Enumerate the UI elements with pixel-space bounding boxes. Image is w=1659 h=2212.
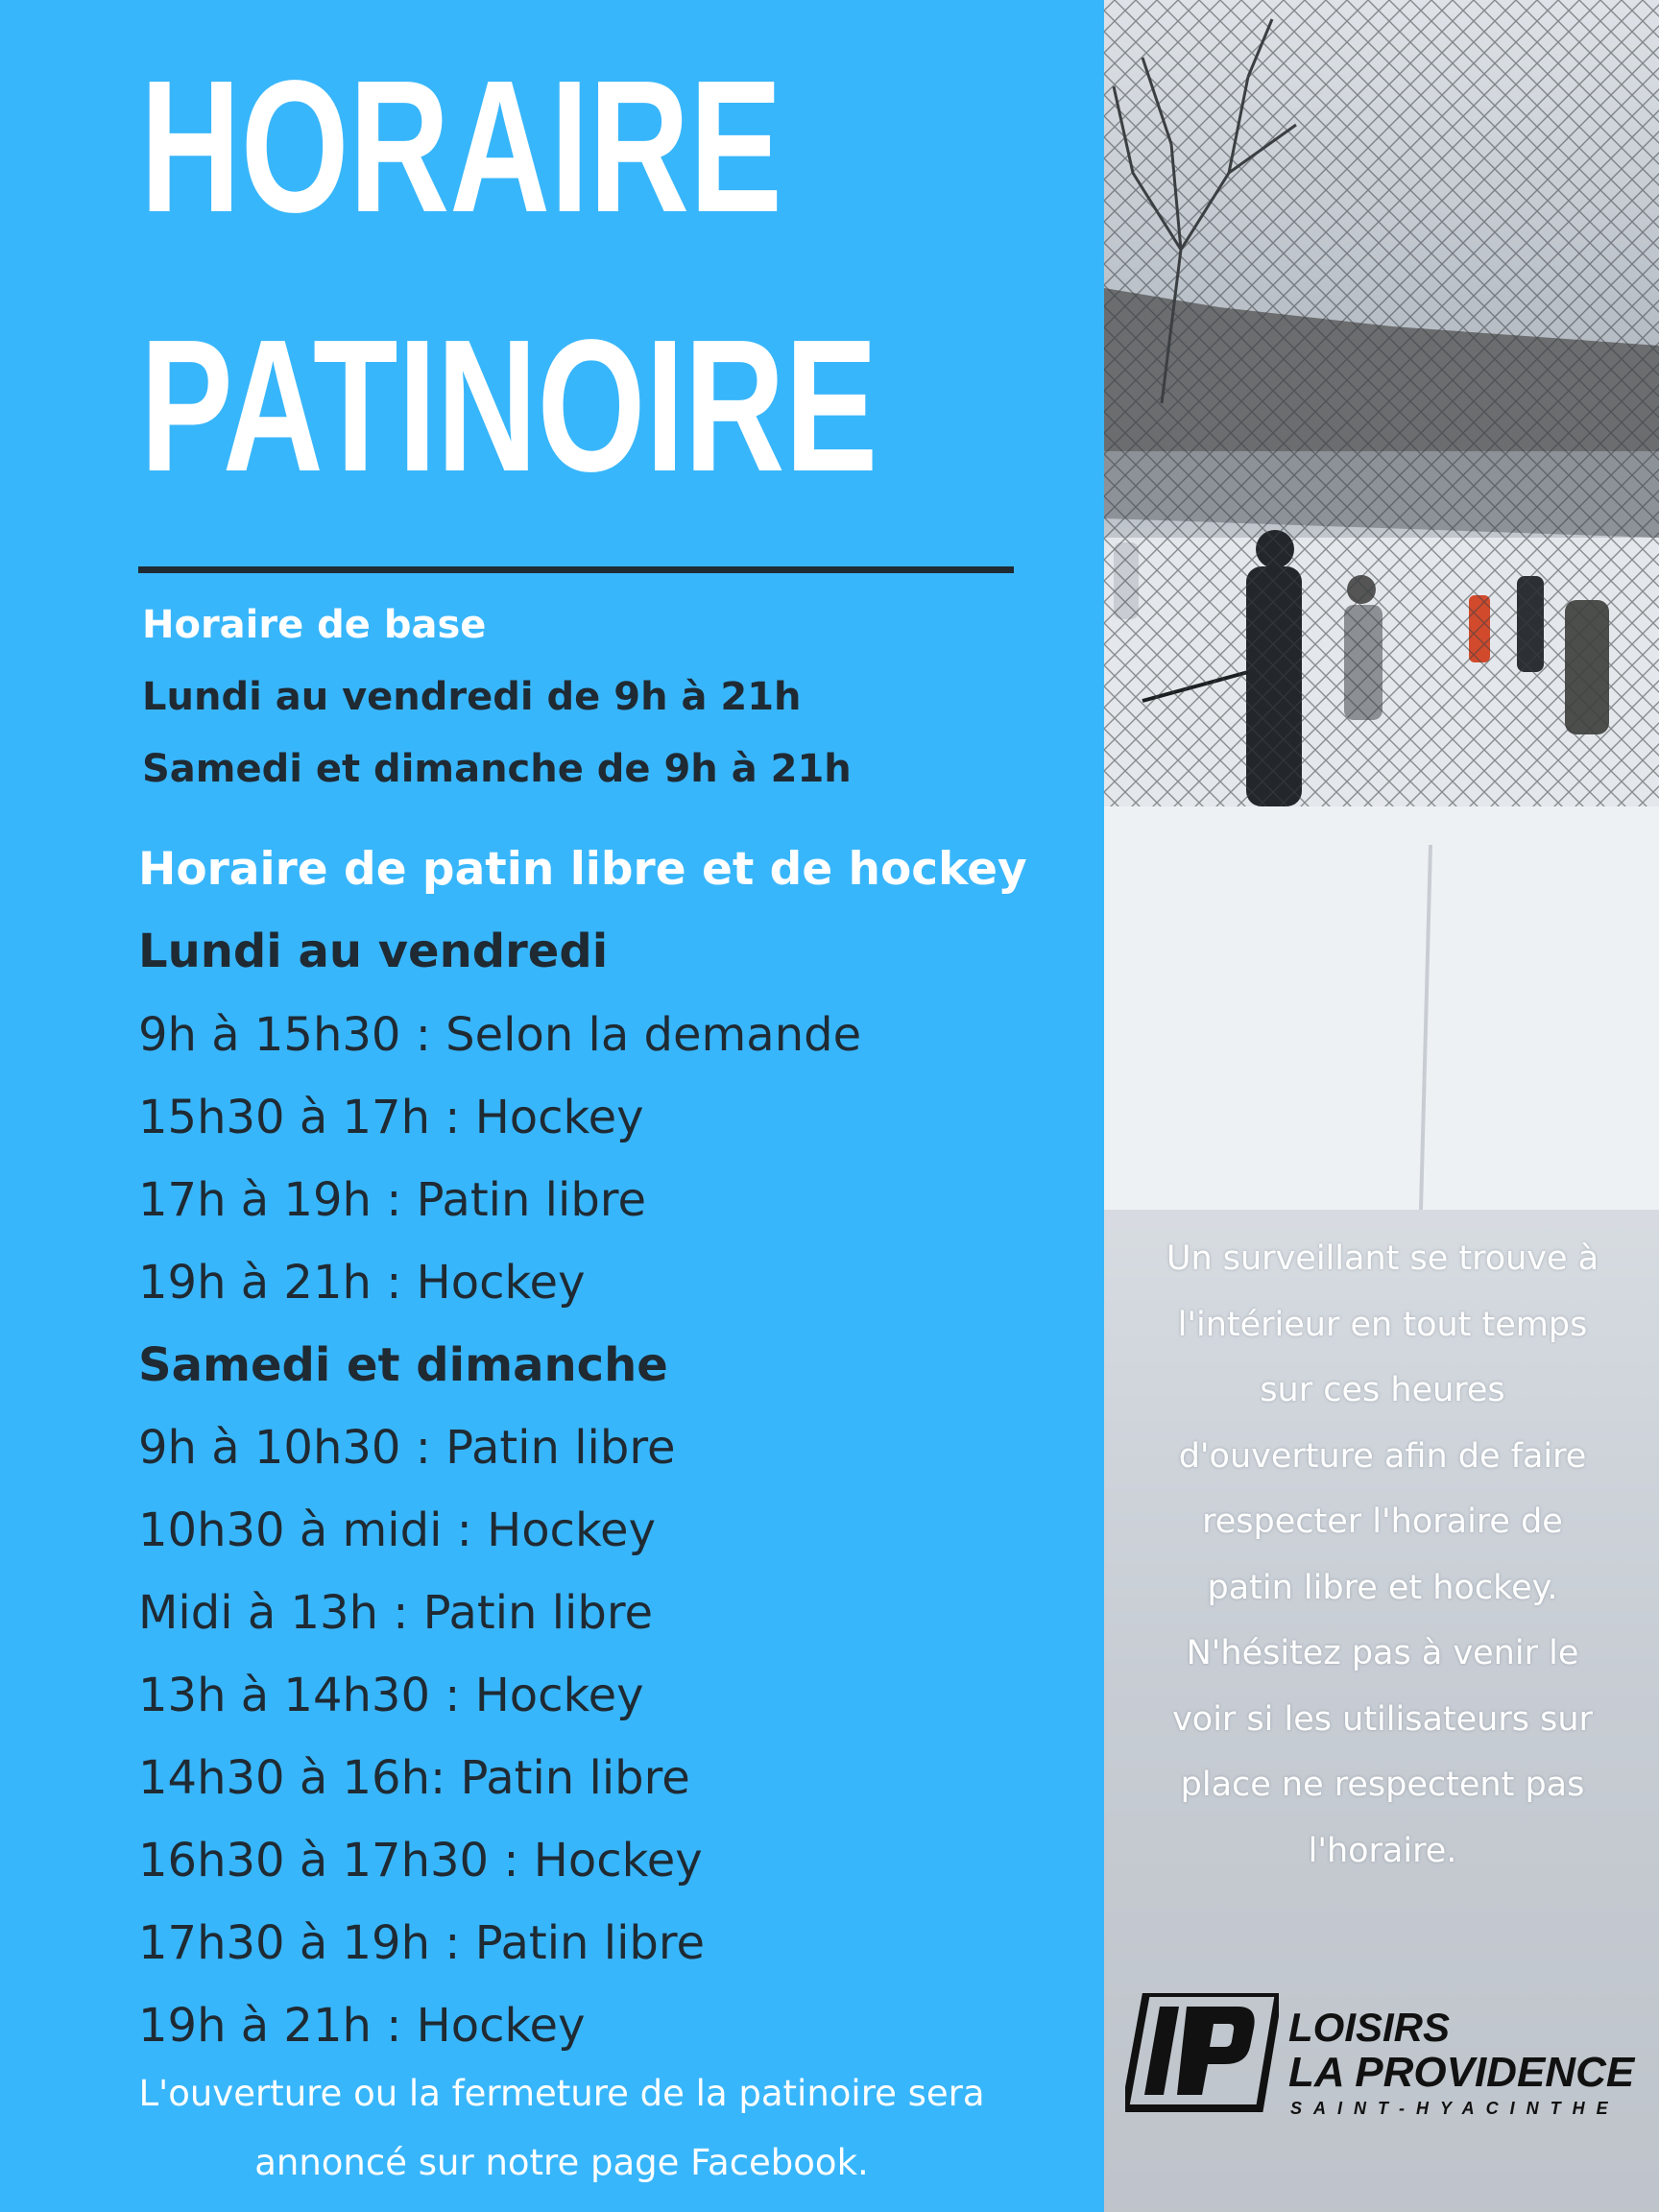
notice-line: sur ces heures	[1260, 1371, 1505, 1409]
schedule-slot: 15h30 à 17h : Hockey	[138, 1091, 644, 1144]
logo-text-loisirs: LOISIRS	[1288, 2005, 1451, 2050]
loisirs-la-providence-logo	[1125, 1993, 1644, 2118]
skate-schedule-heading: Horaire de patin libre et de hockey	[138, 843, 1027, 896]
lp-logo-icon	[1125, 1993, 1279, 2118]
notice-line: l'intérieur en tout temps	[1177, 1305, 1588, 1344]
chain-link-fence	[1104, 0, 1659, 883]
notice-line: Un surveillant se trouve à	[1166, 1239, 1599, 1278]
title-divider	[138, 566, 1014, 573]
title-line-1: HORAIRE	[140, 41, 782, 252]
schedule-slot: 17h à 19h : Patin libre	[138, 1173, 647, 1227]
schedule-slot: 19h à 21h : Hockey	[138, 1999, 586, 2053]
schedule-slot: 10h30 à midi : Hockey	[138, 1503, 656, 1557]
footer-note-line: annoncé sur notre page Facebook.	[254, 2142, 869, 2183]
footer-note-line: L'ouverture ou la fermeture de la patinoire sera	[138, 2073, 985, 2114]
schedule-slot: 16h30 à 17h30 : Hockey	[138, 1834, 703, 1887]
notice-line: place ne respectent pas	[1180, 1766, 1585, 1804]
notice-line: l'horaire.	[1308, 1831, 1457, 1870]
logo-text-la-providence: LA PROVIDENCE	[1288, 2049, 1635, 2096]
notice-line: respecter l'horaire de	[1202, 1503, 1563, 1541]
rink-board	[1104, 806, 1659, 1210]
schedule-slot: 19h à 21h : Hockey	[138, 1256, 586, 1310]
base-schedule-heading: Horaire de base	[142, 603, 487, 647]
supervisor-notice	[1116, 1226, 1649, 1884]
base-schedule-weekday: Lundi au vendredi de 9h à 21h	[142, 675, 802, 719]
schedule-slot: 9h à 15h30 : Selon la demande	[138, 1008, 862, 1062]
notice-line: d'ouverture afin de faire	[1178, 1436, 1587, 1476]
base-schedule-weekend: Samedi et dimanche de 9h à 21h	[142, 747, 852, 791]
notice-line: patin libre et hockey.	[1207, 1568, 1558, 1607]
weekend-label: Samedi et dimanche	[138, 1338, 668, 1392]
schedule-slot: 14h30 à 16h: Patin libre	[138, 1751, 690, 1805]
logo-text-saint-hyacinthe: SAINT-HYACINTHE	[1290, 2099, 1620, 2118]
schedule-slot: 17h30 à 19h : Patin libre	[138, 1916, 706, 1970]
schedule-slot: 13h à 14h30 : Hockey	[138, 1669, 644, 1722]
schedule-slot: 9h à 10h30 : Patin libre	[138, 1421, 676, 1475]
footer-note	[38, 2059, 1085, 2198]
schedule-slot: Midi à 13h : Patin libre	[138, 1586, 654, 1640]
title-line-2: PATINOIRE	[140, 301, 878, 511]
rink-photo-panel	[1104, 0, 1659, 2212]
notice-line: N'hésitez pas à venir le	[1186, 1634, 1579, 1672]
weekday-label: Lundi au vendredi	[138, 925, 609, 978]
notice-line: voir si les utilisateurs sur	[1172, 1699, 1593, 1739]
